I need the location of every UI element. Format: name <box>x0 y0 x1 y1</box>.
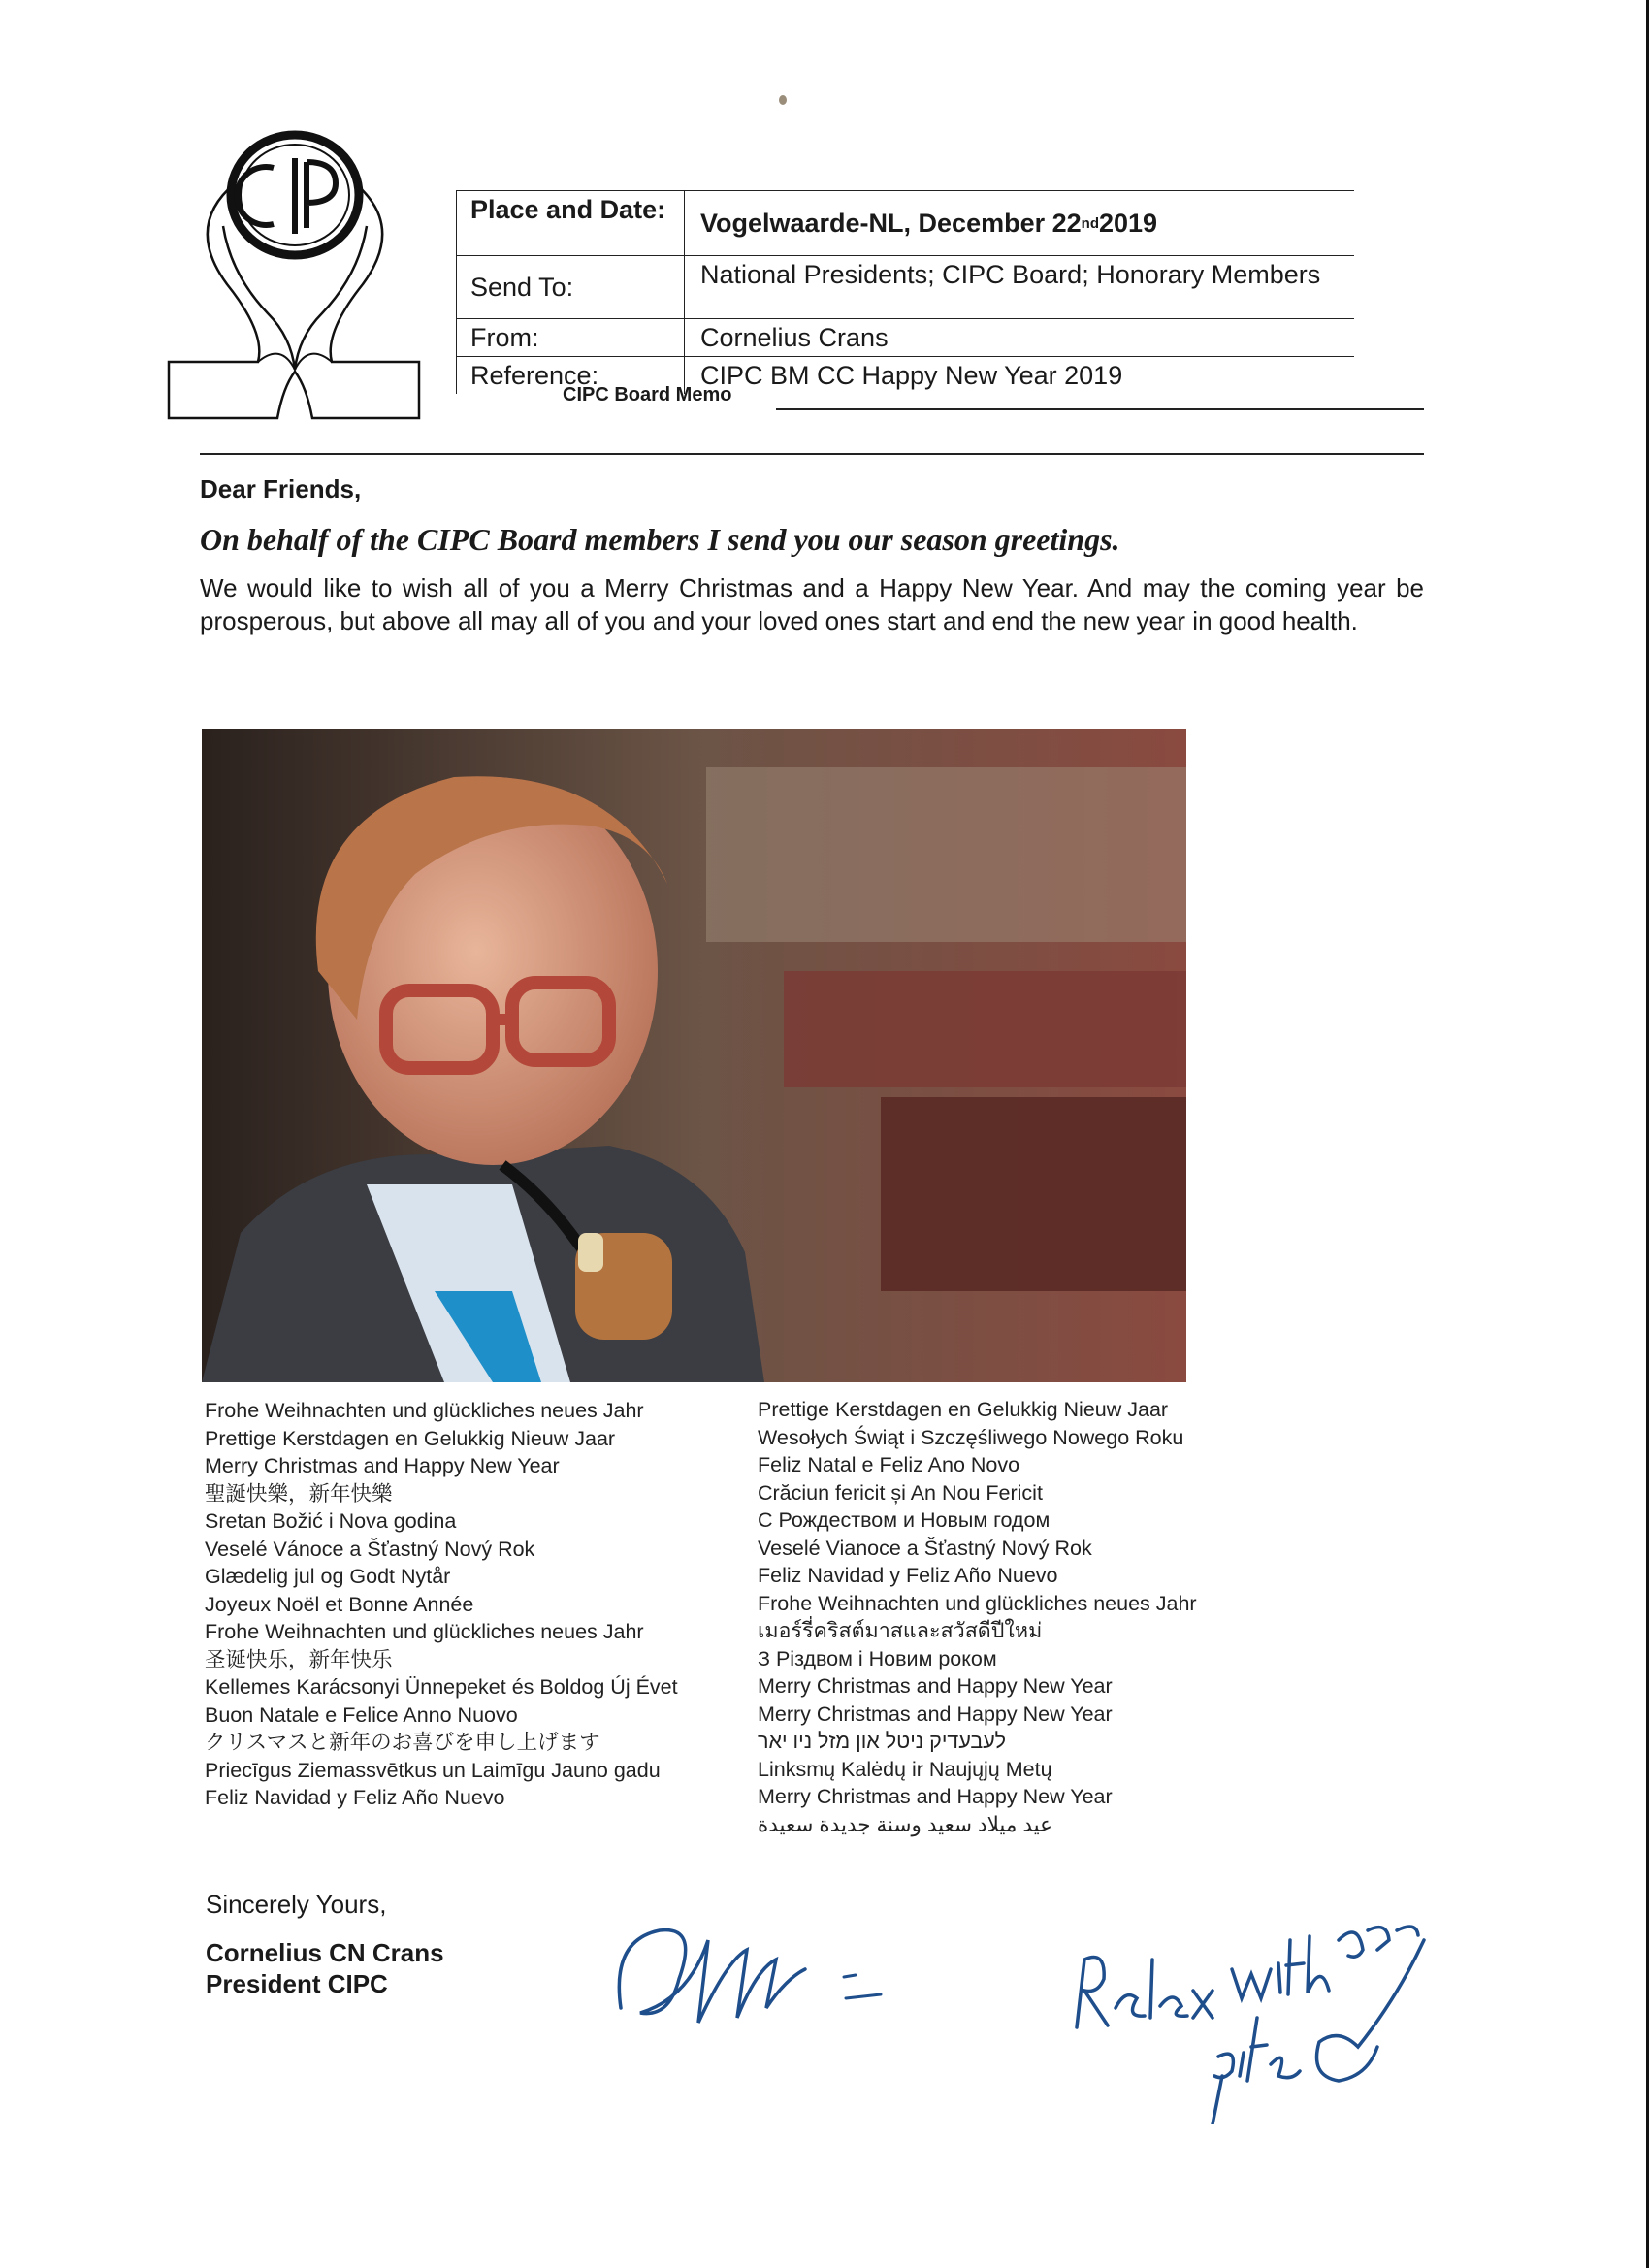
greeting-line: Feliz Navidad y Feliz Año Nuevo <box>205 1786 505 1809</box>
portrait-photo <box>202 729 1186 1382</box>
greeting-line: Buon Natale e Felice Anno Nuovo <box>205 1702 518 1727</box>
header-row-place-date <box>456 190 1354 256</box>
greeting-line: Wesołych Świąt i Szczęśliwego Nowego Roku <box>758 1425 1184 1449</box>
memo-tag: CIPC Board Memo <box>563 384 732 405</box>
greeting-line: Feliz Natal e Feliz Ano Novo <box>758 1453 1020 1476</box>
greeting-line: Frohe Weihnachten und glückliches neues Jahr <box>205 1399 644 1422</box>
greeting-line: Glædelig jul og Godt Nytår <box>205 1565 451 1588</box>
greeting-line: عيد ميلاد سعيد وسنة جديدة سعيدة <box>758 1812 1052 1836</box>
greeting-line: Crăciun fericit și An Nou Fericit <box>758 1480 1043 1505</box>
greeting-line: Merry Christmas and Happy New Year <box>758 1785 1113 1808</box>
greeting-line: เมอร์รี่คริสต์มาสและสวัสดีปีใหม่ <box>758 1619 1043 1642</box>
greeting-line: クリスマスと新年のお喜びを申し上げます <box>205 1731 600 1754</box>
header-row-from <box>456 319 1354 357</box>
salutation: Dear Friends, <box>200 474 362 503</box>
greeting-line: С Рождеством и Новым годом <box>758 1508 1051 1532</box>
greeting-line: לעבעדיק ניטל און מזל ניו יאר <box>758 1730 1006 1753</box>
header-row-send-to <box>456 256 1354 319</box>
intro-line: On behalf of the CIPC Board members I send you our season greetings. <box>200 522 1120 557</box>
handwritten-signature <box>601 1901 912 2047</box>
greeting-line: Frohe Weihnachten und glückliches neues Jahr <box>205 1620 644 1643</box>
place-date-label: Place and Date: <box>456 191 685 255</box>
greeting-line: Sretan Božić i Nova godina <box>205 1509 457 1533</box>
greeting-line: Prettige Kerstdagen en Gelukkig Nieuw Jaar <box>758 1398 1169 1421</box>
greetings-list-right <box>758 1396 1197 1838</box>
send-to-value: National Presidents; CIPC Board; Honorary Members <box>700 260 1321 289</box>
greeting-line: Merry Christmas and Happy New Year <box>205 1454 560 1477</box>
send-to-label: Send To: <box>456 256 685 318</box>
greeting-line: Feliz Navidad y Feliz Año Nuevo <box>758 1564 1058 1587</box>
cipc-logo <box>165 119 425 422</box>
greeting-line: Veselé Vánoce a Šťastný Nový Rok <box>205 1537 535 1561</box>
greetings-list-left <box>205 1397 678 1812</box>
greeting-line: Prettige Kerstdagen en Gelukkig Nieuw Jaar <box>205 1426 616 1450</box>
from-value: Cornelius Crans <box>700 323 889 352</box>
greeting-line: Merry Christmas and Happy New Year <box>758 1674 1113 1698</box>
paper-speck <box>779 95 787 105</box>
greeting-line: Frohe Weihnachten und glückliches neues Jahr <box>758 1591 1197 1615</box>
greeting-line: 圣诞快乐，新年快乐 <box>205 1647 393 1671</box>
greeting-line: З Різдвом і Новим роком <box>758 1646 997 1670</box>
greeting-line: Veselé Vianoce a Šťastný Nový Rok <box>758 1536 1092 1560</box>
wish-paragraph: We would like to wish all of you a Merry Christmas and a Happy New Year. And may the coming year be prosperous, but above all may all of you and your loved ones start and end the new year in good health. <box>200 573 1424 635</box>
greeting-line: Kellemes Karácsonyi Ünnepeket és Boldog Új Évet <box>205 1675 678 1699</box>
place-date-value: Vogelwaarde-NL, December 22 nd 2019 <box>700 208 1158 238</box>
greeting-line: Linksmų Kalėdų ir Naujųjų Metų <box>758 1757 1052 1781</box>
greeting-line: Joyeux Noël et Bonne Année <box>205 1592 474 1616</box>
greeting-line: 聖誕快樂，新年快樂 <box>205 1481 393 1506</box>
from-label: From: <box>456 319 685 356</box>
signer-title: President CIPC <box>206 1969 388 1998</box>
reference-value: CIPC BM CC Happy New Year 2019 <box>700 361 1123 390</box>
sign-off: Sincerely Yours, <box>206 1890 387 1919</box>
reference-label: Reference: <box>456 357 685 394</box>
greeting-line: Priecīgus Ziemassvētkus un Laimīgu Jauno gadu <box>205 1758 661 1782</box>
greeting-line: Merry Christmas and Happy New Year <box>758 1701 1113 1726</box>
signer-name: Cornelius CN Crans <box>206 1938 444 1967</box>
divider-rule <box>200 453 1424 455</box>
handwritten-note <box>1067 1882 1436 2124</box>
header-rule <box>776 408 1424 410</box>
memo-header-table <box>456 190 1354 394</box>
